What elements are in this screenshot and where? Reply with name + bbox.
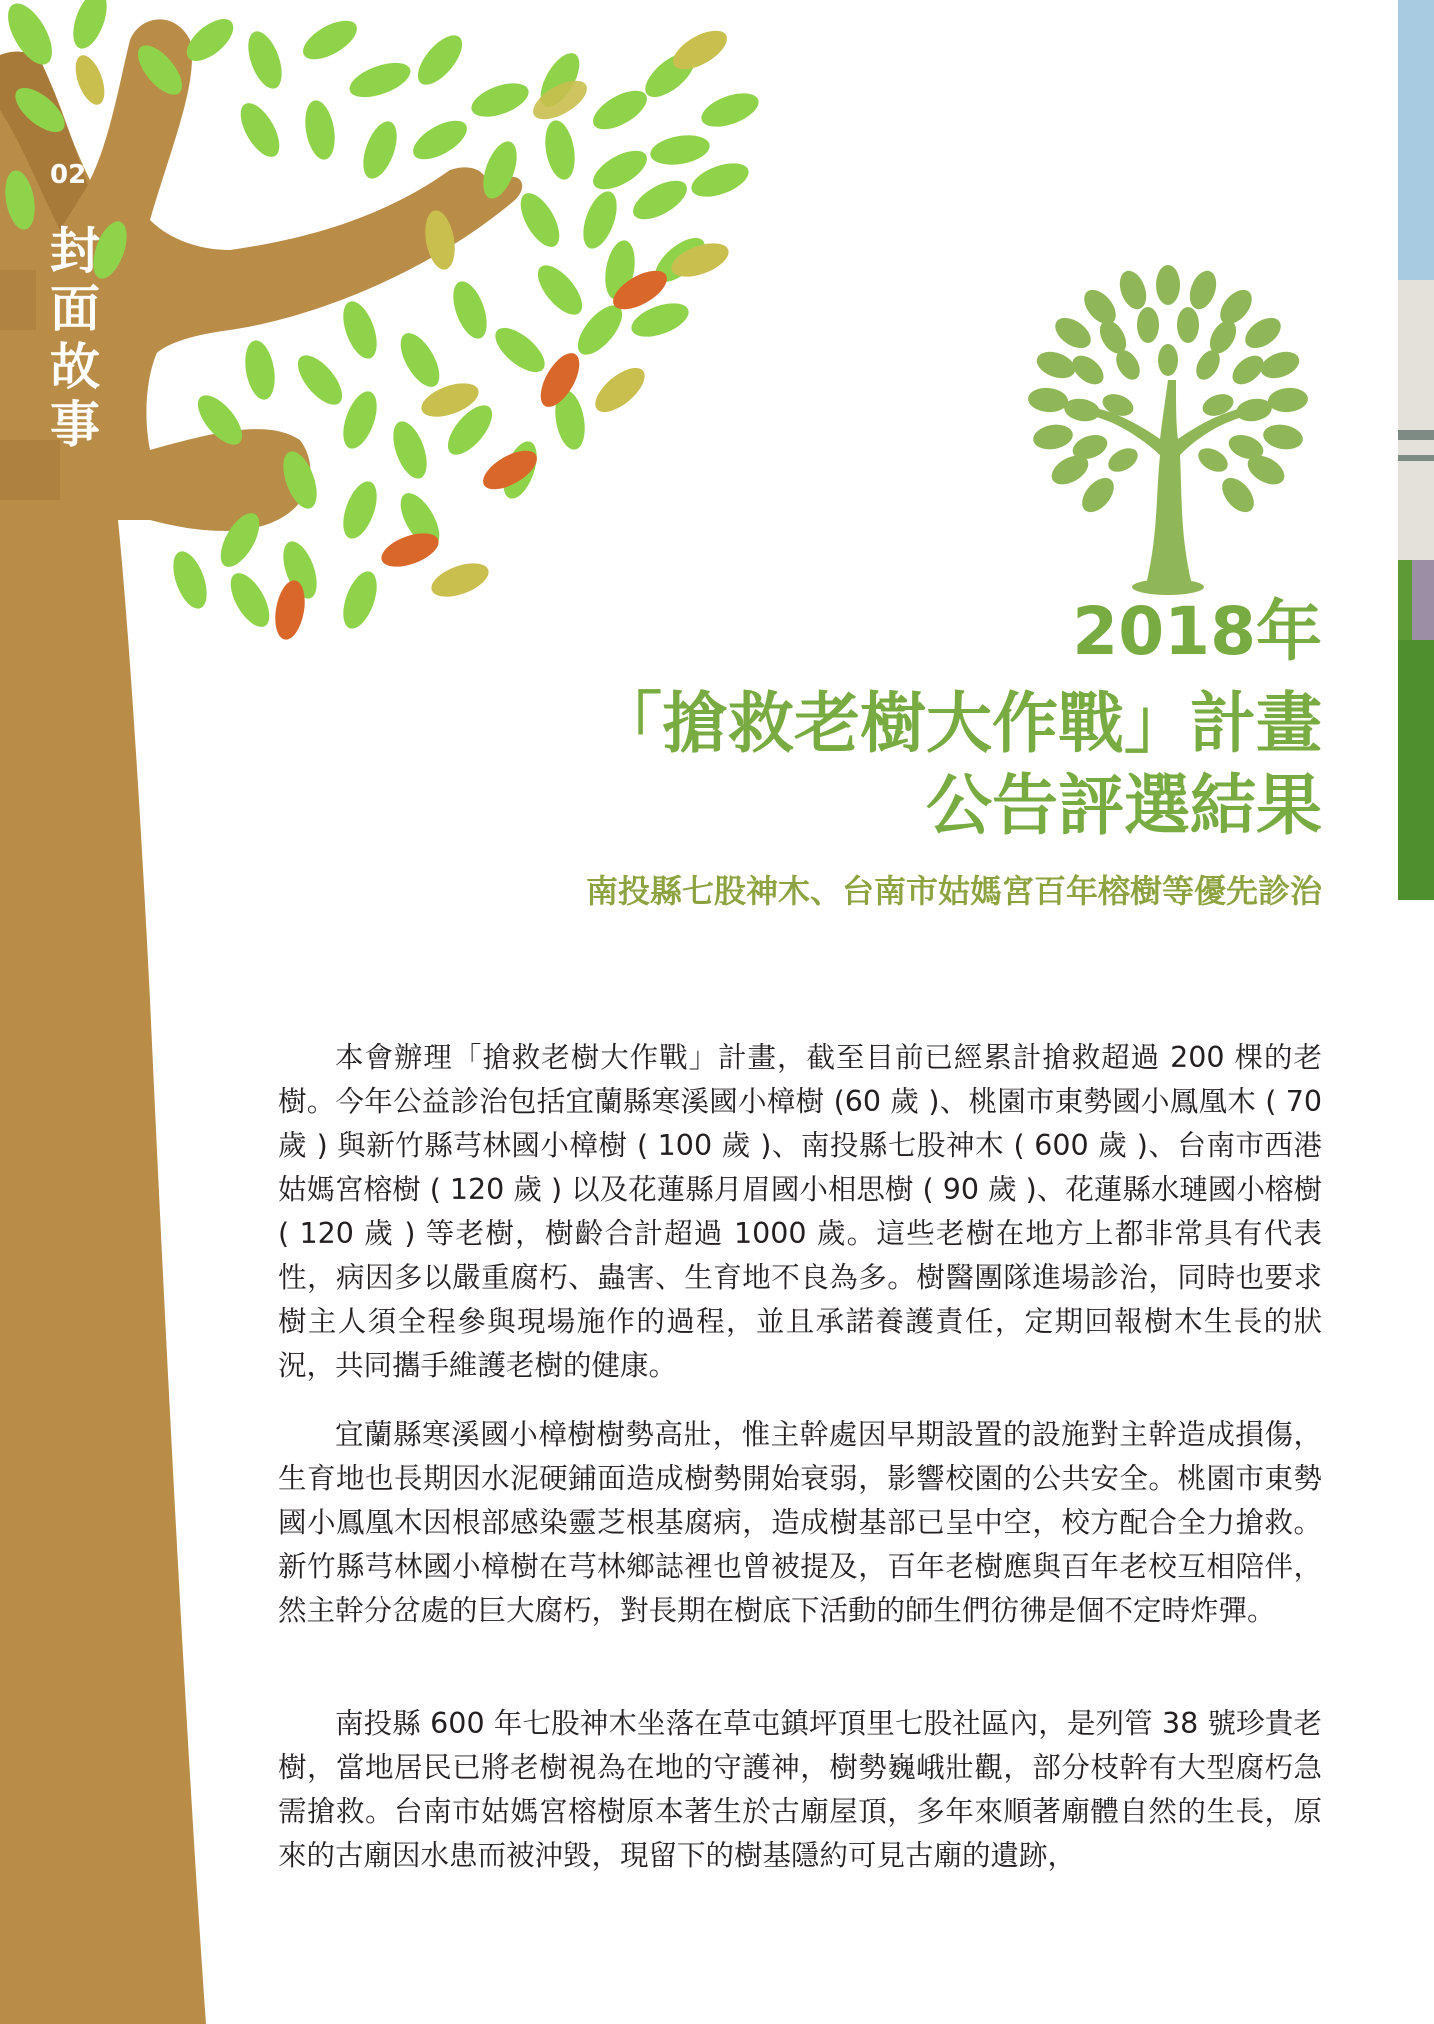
school-photo-strip <box>1398 0 1434 900</box>
section-label: 封面故事 <box>50 222 100 454</box>
body-paragraph: 宜蘭縣寒溪國小樟樹樹勢高壯，惟主幹處因早期設置的設施對主幹造成損傷，生育地也長期因水泥硬鋪面造成樹勢開始衰弱，影響校園的公共安全。桃園市東勢國小鳳凰木因根部感染靈芝根基腐病，造成樹基部已呈中空，校方配合全力搶救。新竹縣芎林國小樟樹在芎林鄉誌裡也曾被提及，百年老樹應與百年老校互相陪伴，然主幹分岔處的巨大腐朽，對長期在樹底下活動的師生們彷彿是個不定時炸彈。 <box>278 1418 1322 1627</box>
tree-emblem-icon <box>1027 265 1309 595</box>
page-number: 02 <box>50 160 87 190</box>
body-paragraph: 本會辦理「搶救老樹大作戰」計畫，截至目前已經累計搶救超過 200 棵的老樹。今年公益診治包括宜蘭縣寒溪國小樟樹 (60 歲 )、桃園市東勢國小鳳凰木 ( 70 歲 ) 與新竹縣芎林國小樟樹 ( 100 歲 )、南投縣七股神木 ( 600 歲 )、台南市西港姑媽宮榕樹 ( 120 歲 ) 以及花蓮縣月眉國小相思樹 ( 90 歲 )、花蓮縣水璉國小榕樹 ( 120 歲 ) 等老樹，樹齡合計超過 1000 歲。這些老樹在地方上都非常具有代表性，病因多以嚴重腐朽、蟲害、生育地不良為多。樹醫團隊進場診治，同時也要求樹主人須全程參與現場施作的過程，並且承諾養護責任，定期回報樹木生長的狀況，共同攜手維護老樹的健康。 <box>278 1041 1322 1382</box>
title-result: 公告評選結果 <box>926 767 1322 844</box>
title-main: 「搶救老樹大作戰」計畫 <box>596 685 1322 762</box>
title-year: 2018年 <box>1072 593 1322 670</box>
body-paragraph: 南投縣 600 年七股神木坐落在草屯鎮坪頂里七股社區內，是列管 38 號珍貴老樹，當地居民已將老樹視為在地的守護神，樹勢巍峨壯觀，部分枝幹有大型腐朽急需搶救。台南市姑媽宮榕樹原本著生於古廟屋頂，多年來順著廟體自然的生長，原來的古廟因水患而被沖毀，現留下的樹基隱約可見古廟的遺跡， <box>278 1707 1322 1872</box>
article-subtitle: 南投縣七股神木、台南市姑媽宮百年榕樹等優先診治 <box>585 872 1322 910</box>
